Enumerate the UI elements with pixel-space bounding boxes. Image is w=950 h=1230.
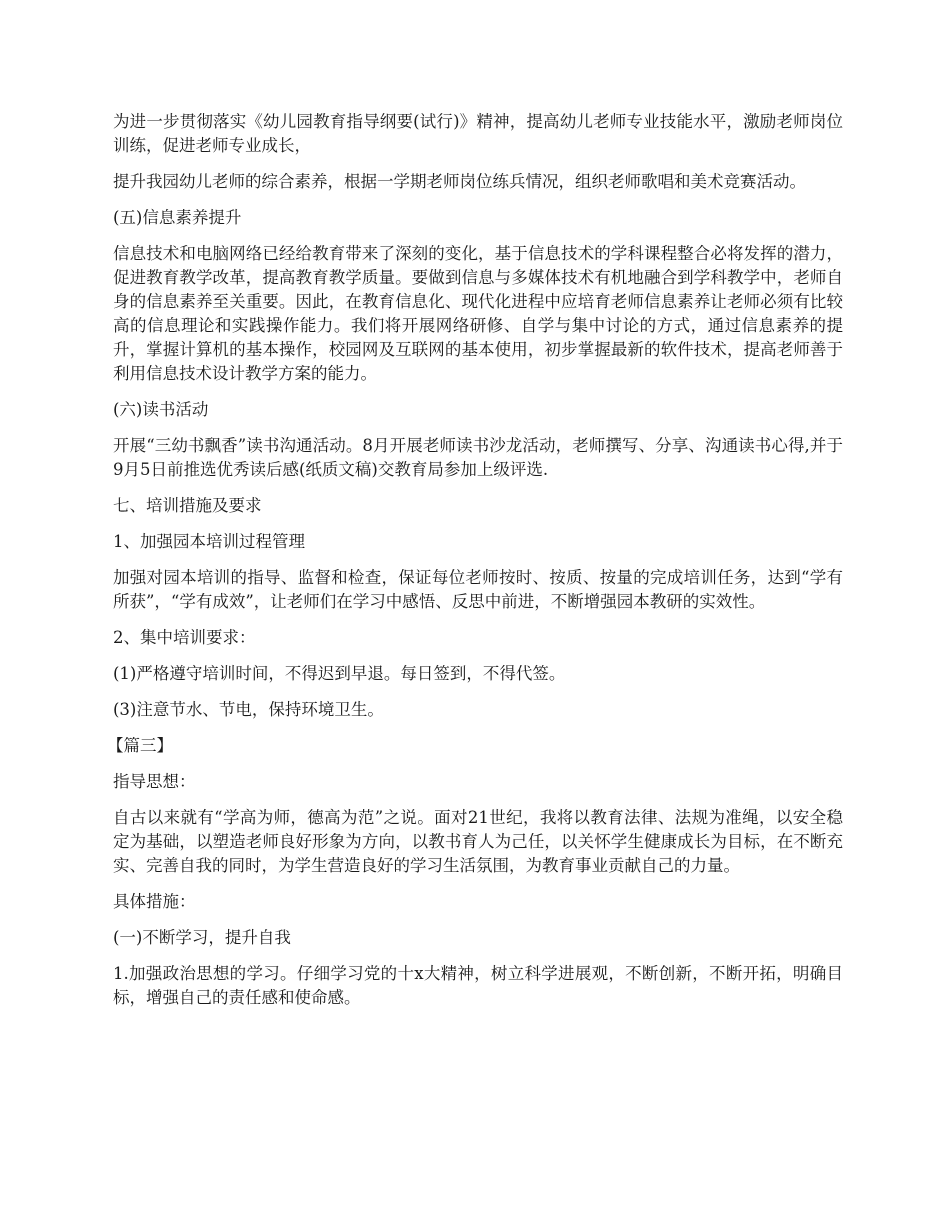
subsection-heading: 1、加强园本培训过程管理 <box>113 532 305 551</box>
body-paragraph: 开展“三幼书飘香”读书沟通活动。8月开展老师读书沙龙活动，老师撰写、分享、沟通读书心得,并于9月5日前推选优秀读后感(纸质文稿)交教育局参加上级评选. <box>113 436 843 479</box>
section-heading: (六)读书活动 <box>113 400 209 419</box>
section-heading: 具体措施： <box>113 892 196 911</box>
body-paragraph: 加强对园本培训的指导、监督和检查，保证每位老师按时、按质、按量的完成培训任务，达到“学有所获”，“学有成效”，让老师们在学习中感悟、反思中前进，不断增强园本教研的实效性。 <box>113 568 843 611</box>
list-item: (3)注意节水、节电，保持环境卫生。 <box>113 700 384 719</box>
list-item: (1)严格遵守培训时间，不得迟到早退。每日签到，不得代签。 <box>113 664 566 683</box>
document-page <box>107 110 843 1022</box>
body-paragraph: 1.加强政治思想的学习。仔细学习党的十x大精神，树立科学进展观，不断创新，不断开拓，明确目标，增强自己的责任感和使命感。 <box>113 964 843 1007</box>
part-heading: 【篇三】 <box>107 736 173 755</box>
subsection-heading: 2、集中培训要求： <box>113 628 256 647</box>
section-heading: 指导思想： <box>113 772 196 791</box>
section-heading: 七、培训措施及要求 <box>113 496 262 515</box>
intro-paragraph: 为进一步贯彻落实《幼儿园教育指导纲要(试行)》精神，提高幼儿老师专业技能水平，激励老师岗位训练，促进老师专业成长， <box>113 112 843 155</box>
body-paragraph: 信息技术和电脑网络已经给教育带来了深刻的变化，基于信息技术的学科课程整合必将发挥的潜力，促进教育教学改革，提高教育教学质量。要做到信息与多媒体技术有机地融合到学科教学中，老师自身的信息素养至关重要。因此，在教育信息化、现代化进程中应培育老师信息素养让老师必须有比较高的信息理论和实践操作能力。我们将开展网络研修、自学与集中讨论的方式，通过信息素养的提升，掌握计算机的基本操作，校园网及互联网的基本使用，初步掌握最新的软件技术，提高老师善于利用信息技术设计教学方案的能力。 <box>113 244 843 383</box>
subsection-heading: (一)不断学习，提升自我 <box>113 928 291 947</box>
body-paragraph: 提升我园幼儿老师的综合素养，根据一学期老师岗位练兵情况，组织老师歌唱和美术竞赛活动。 <box>113 172 806 191</box>
section-heading: (五)信息素养提升 <box>113 208 242 227</box>
body-paragraph: 自古以来就有“学高为师，德高为范”之说。面对21世纪，我将以教育法律、法规为准绳，以安全稳定为基础，以塑造老师良好形象为方向，以教书育人为己任，以关怀学生健康成长为目标，在不断充实、完善自我的同时，为学生营造良好的学习生活氛围，为教育事业贡献自己的力量。 <box>113 808 843 875</box>
